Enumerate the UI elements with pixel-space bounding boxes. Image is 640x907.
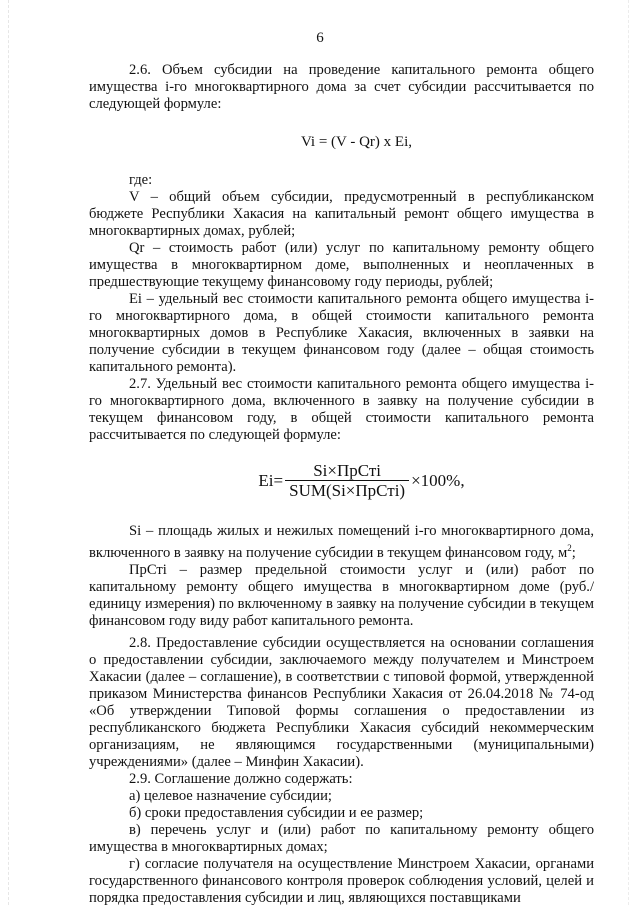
formula-ei-fraction: [285, 462, 409, 499]
formula-ei-numerator: Si×ПрСтi: [313, 461, 381, 480]
document-body: [89, 62, 594, 907]
formula-ei-rhs: ×100%,: [411, 471, 465, 490]
formula-ei-denominator: SUM(Si×ПрСтi): [285, 480, 409, 499]
definition-si: [89, 523, 594, 562]
list-item-b: б) сроки предоставления субсидии и ее размер;: [129, 804, 424, 821]
formula-ei-lhs: Ei=: [258, 471, 284, 490]
page-number: 6: [316, 30, 324, 46]
definition-si-end: ;: [571, 544, 576, 561]
definition-qr: Qr – стоимость работ (или) услуг по капитальному ремонту общего имущества в многоквартирном доме, выполненных и неоплаченных в предшествующие текущему финансовому году периоды, рублей;: [89, 240, 594, 290]
section-2-9: 2.9. Соглашение должно содержать:: [129, 770, 353, 787]
where-label: где:: [129, 172, 153, 188]
list-item-g: г) согласие получателя на осуществление Минстроем Хакасии, органами государственного финансового контроля проверок соблюдения условий, целей и порядка предоставления субсидии и лиц, являющихся поставщиками: [89, 855, 594, 906]
formula-ei: [89, 462, 594, 499]
definition-prst: ПрСтi – размер предельной стоимости услуг и (или) работ по капитальному ремонту общего имущества в многоквартирном доме (руб./единицу измерения) по включенному в заявку на получение субсидии в текущем финансовом году виду работ капитального ремонта.: [89, 561, 594, 629]
section-2-6: 2.6. Объем субсидии на проведение капитального ремонта общего имущества i-го многоквартирного дома за счет субсидии рассчитывается по следующей формуле:: [89, 62, 594, 112]
definition-v: V – общий объем субсидии, предусмотренный в республиканском бюджете Республики Хакасия на капитальный ремонт общего имущества в многоквартирных домах, рублей;: [89, 189, 594, 239]
list-item-v: в) перечень услуг и (или) работ по капитальному ремонту общего имущества в многоквартирных домах;: [89, 821, 594, 855]
definition-ei: Ei – удельный вес стоимости капитального ремонта общего имущества i-го многоквартирного дома, в общей стоимости капитального ремонта многоквартирных домов в Республике Хакасия, включенных в заявки на получение субсидии в текущем финансовом году (далее – общая стоимость капитального ремонта).: [89, 291, 594, 375]
list-item-a: а) целевое назначение субсидии;: [129, 787, 332, 804]
section-2-8: 2.8. Предоставление субсидии осуществляется на основании соглашения о предоставлении субсидии, заключаемого между получателем и Минстроем Хакасии (далее – соглашение), в соответствии с типовой формой, утвержденной приказом Министерства финансов Республики Хакасия от 26.04.2018 № 74-од «Об утверждении Типовой формы соглашения о предоставлении из республиканского бюджета Республики Хакасия субсидий некоммерческим организациям, не являющимся государственными (муниципальными) учреждениями» (далее – Минфин Хакасии).: [89, 634, 594, 770]
definition-si-superscript: 2: [567, 543, 572, 553]
scan-right-edge: [628, 0, 630, 905]
definition-si-text: Si – площадь жилых и нежилых помещений i-го многоквартирного дома, включенного в заявку на получение субсидии в текущем финансовом году, м: [89, 523, 594, 561]
formula-vi: Vi = (V - Qr) x Ei,: [300, 134, 412, 150]
section-2-7: 2.7. Удельный вес стоимости капитального ремонта общего имущества i-го многоквартирного дома, включенного в заявку на получение субсидии в текущем финансовом году, в общей стоимости капитального ремонта рассчитывается по следующей формуле:: [89, 376, 594, 443]
scan-left-edge: [8, 0, 10, 905]
